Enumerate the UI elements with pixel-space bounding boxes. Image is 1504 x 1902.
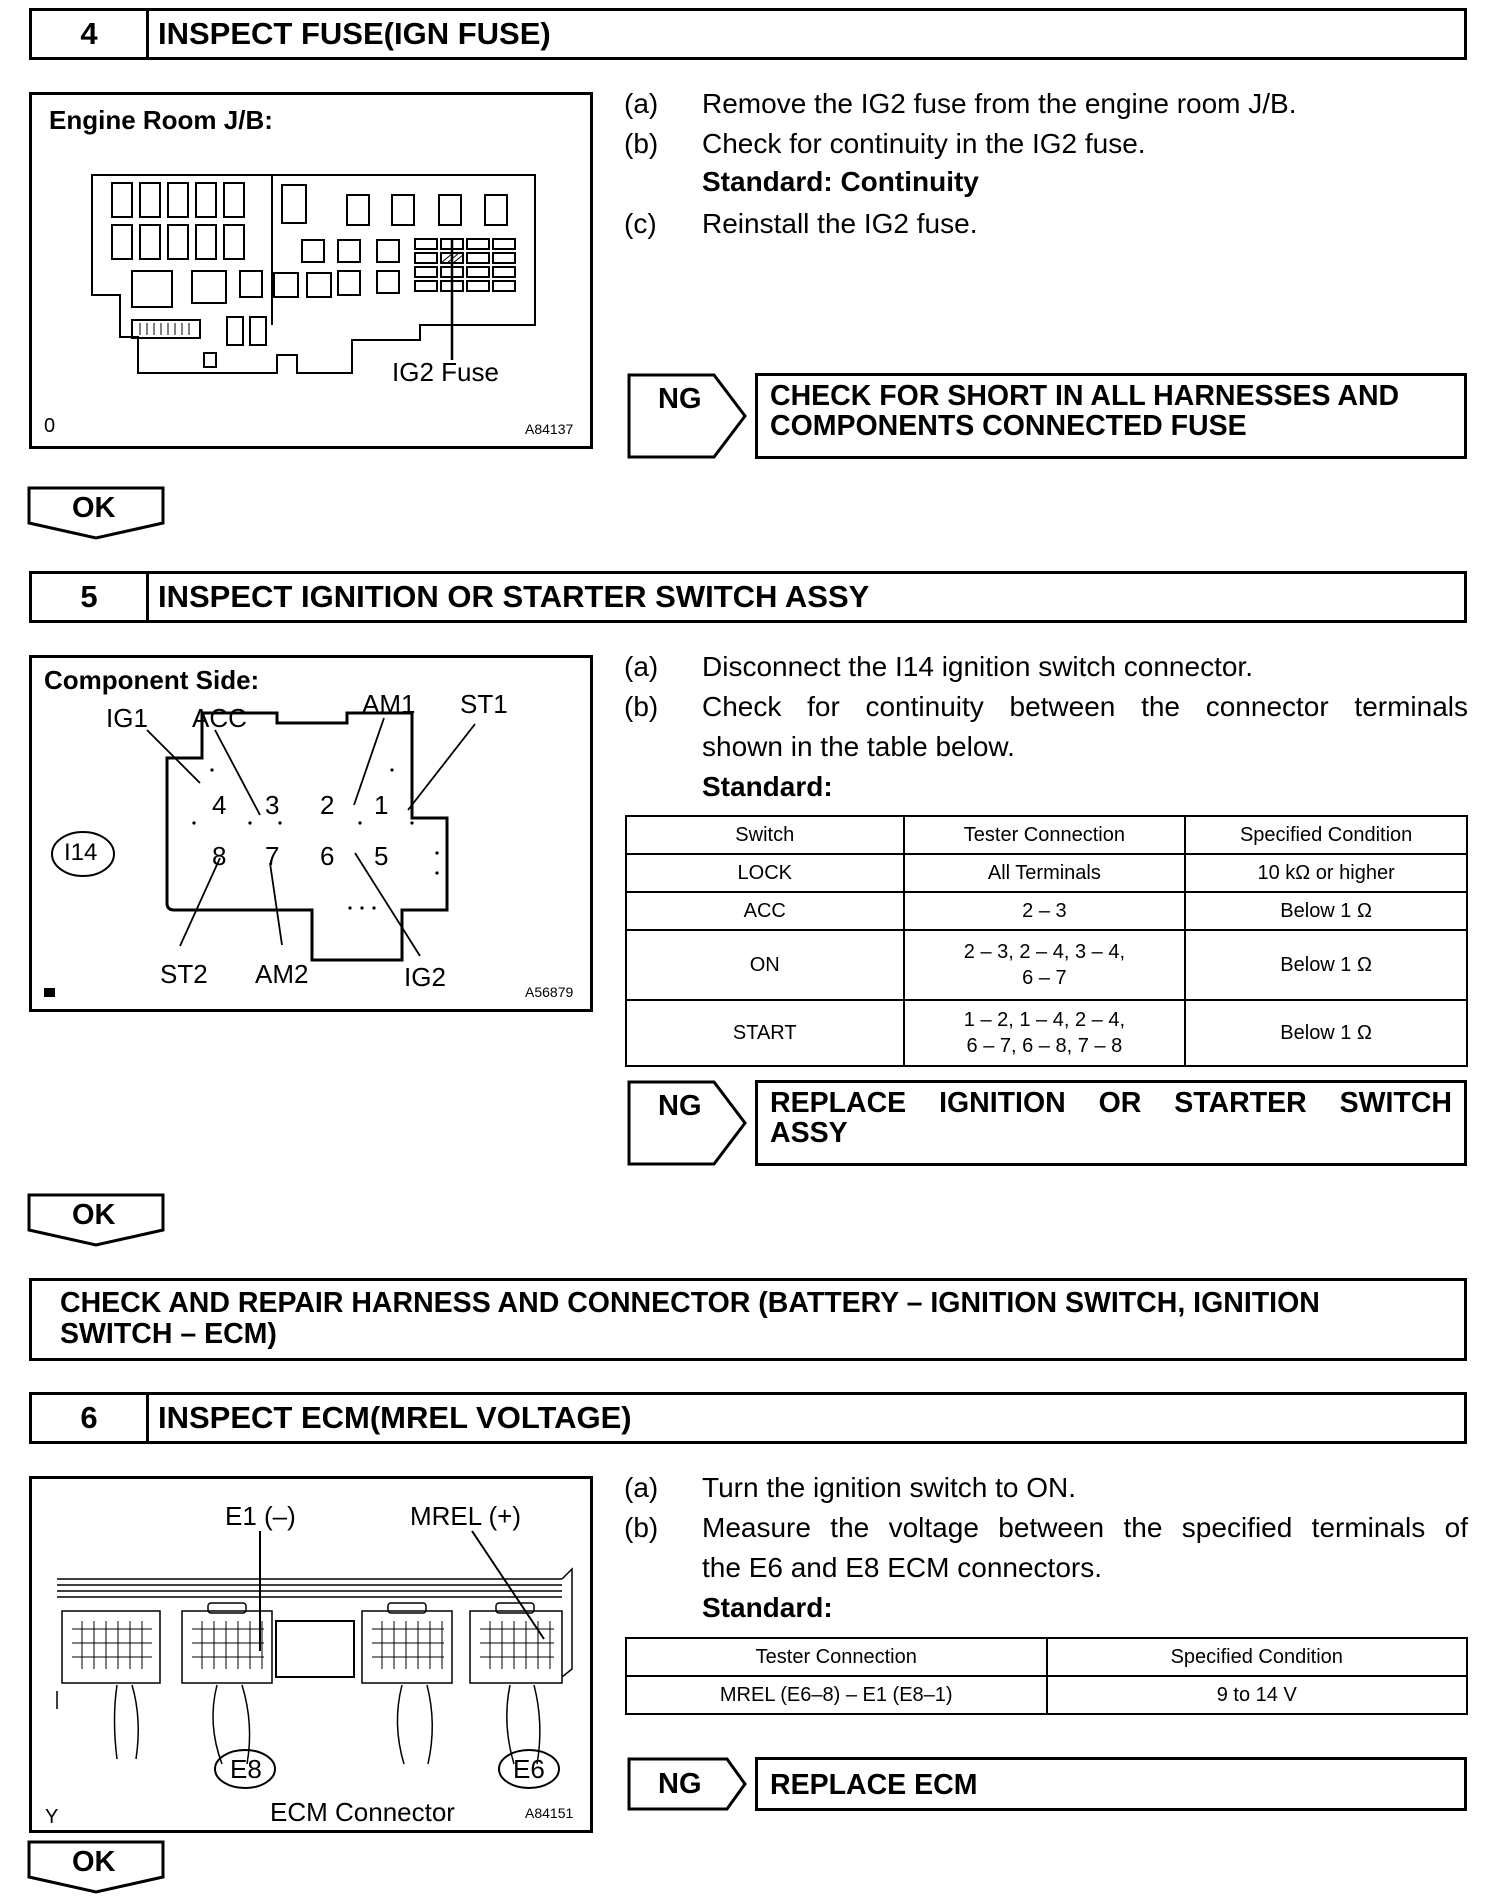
- step5-ng-label: NG: [658, 1090, 702, 1122]
- label-am2: AM2: [255, 959, 309, 989]
- connector-id: I14: [64, 839, 98, 866]
- step6-spec-table: [625, 1637, 1468, 1715]
- pin-2: 2: [320, 790, 335, 820]
- step5-header: [29, 571, 1467, 623]
- figure-title: Component Side:: [44, 665, 260, 695]
- step5-title: INSPECT IGNITION OR STARTER SWITCH ASSY: [158, 579, 870, 614]
- step4-title: INSPECT FUSE(IGN FUSE): [158, 16, 551, 51]
- repair-instruction: CHECK AND REPAIR HARNESS AND CONNECTOR (BATTERY – IGNITION SWITCH, IGNITION SWITCH – ECM): [29, 1278, 1467, 1361]
- fuse-callout: IG2 Fuse: [392, 357, 499, 387]
- label-am1: AM1: [362, 689, 416, 719]
- label-ig1: IG1: [106, 703, 148, 733]
- step6-ok-label: OK: [72, 1846, 116, 1878]
- pin-7: 7: [265, 841, 280, 871]
- table-header-row: Switch Tester Connection Specified Condition: [626, 816, 1467, 854]
- table-row: LOCK All Terminals 10 kΩ or higher: [626, 854, 1467, 892]
- figure-title: Engine Room J/B:: [49, 105, 273, 135]
- step5-figure: [29, 655, 593, 1012]
- step6-number: 6: [32, 1395, 149, 1441]
- step6-figure: [29, 1476, 593, 1833]
- pin-3: 3: [265, 790, 280, 820]
- figure-code: A84151: [525, 1805, 574, 1821]
- step6-ng-action: REPLACE ECM: [755, 1757, 1467, 1811]
- figure-corner-mark: 0: [44, 415, 56, 437]
- table-row: ON 2 – 3, 2 – 4, 3 – 4, 6 – 7 Below 1 Ω: [626, 930, 1467, 1000]
- table-row: ACC 2 – 3 Below 1 Ω: [626, 892, 1467, 930]
- label-e1: E1 (–): [225, 1501, 296, 1531]
- step4-header: [29, 8, 1467, 60]
- pin-1: 1: [374, 790, 389, 820]
- pin-6: 6: [320, 841, 335, 871]
- figure-corner-mark: Y: [45, 1806, 59, 1828]
- table-row: START 1 – 2, 1 – 4, 2 – 4, 6 – 7, 6 – 8, 7 – 8 Below 1 Ω: [626, 1000, 1467, 1066]
- label-ig2: IG2: [404, 962, 446, 992]
- label-acc: ACC: [192, 703, 247, 733]
- figure-code: A56879: [525, 984, 574, 1000]
- step4-ng-label: NG: [658, 383, 702, 415]
- connector-e8: E8: [230, 1754, 262, 1784]
- table-row: MREL (E6–8) – E1 (E8–1) 9 to 14 V: [626, 1676, 1467, 1714]
- step6-standard: Standard:: [702, 1592, 833, 1623]
- step4-ok-label: OK: [72, 492, 116, 524]
- step4-standard: Standard: Continuity: [702, 166, 979, 197]
- label-st1: ST1: [460, 689, 508, 719]
- pin-8: 8: [212, 841, 227, 871]
- connector-e6: E6: [513, 1754, 545, 1784]
- step5-number: 5: [32, 574, 149, 620]
- step5-spec-table: [625, 815, 1468, 1067]
- step4-figure: [29, 92, 593, 449]
- label-st2: ST2: [160, 959, 208, 989]
- fuse-box-diagram: [32, 95, 590, 446]
- label-mrel: MREL (+): [410, 1501, 521, 1531]
- step6-title: INSPECT ECM(MREL VOLTAGE): [158, 1400, 632, 1435]
- pin-5: 5: [374, 841, 389, 871]
- step5-ng-action: REPLACE IGNITION OR STARTER SWITCH ASSY: [755, 1080, 1467, 1166]
- pin-4: 4: [212, 790, 227, 820]
- step4-ng-action: CHECK FOR SHORT IN ALL HARNESSES AND COMPONENTS CONNECTED FUSE: [755, 373, 1467, 459]
- figure-caption: ECM Connector: [270, 1797, 455, 1827]
- step5-standard: Standard:: [702, 771, 833, 802]
- step5-ok-label: OK: [72, 1199, 116, 1231]
- table-header-row: Tester Connection Specified Condition: [626, 1638, 1467, 1676]
- step4-number: 4: [32, 11, 149, 57]
- step6-header: [29, 1392, 1467, 1444]
- figure-code: A84137: [525, 421, 574, 437]
- step6-ng-label: NG: [658, 1768, 702, 1800]
